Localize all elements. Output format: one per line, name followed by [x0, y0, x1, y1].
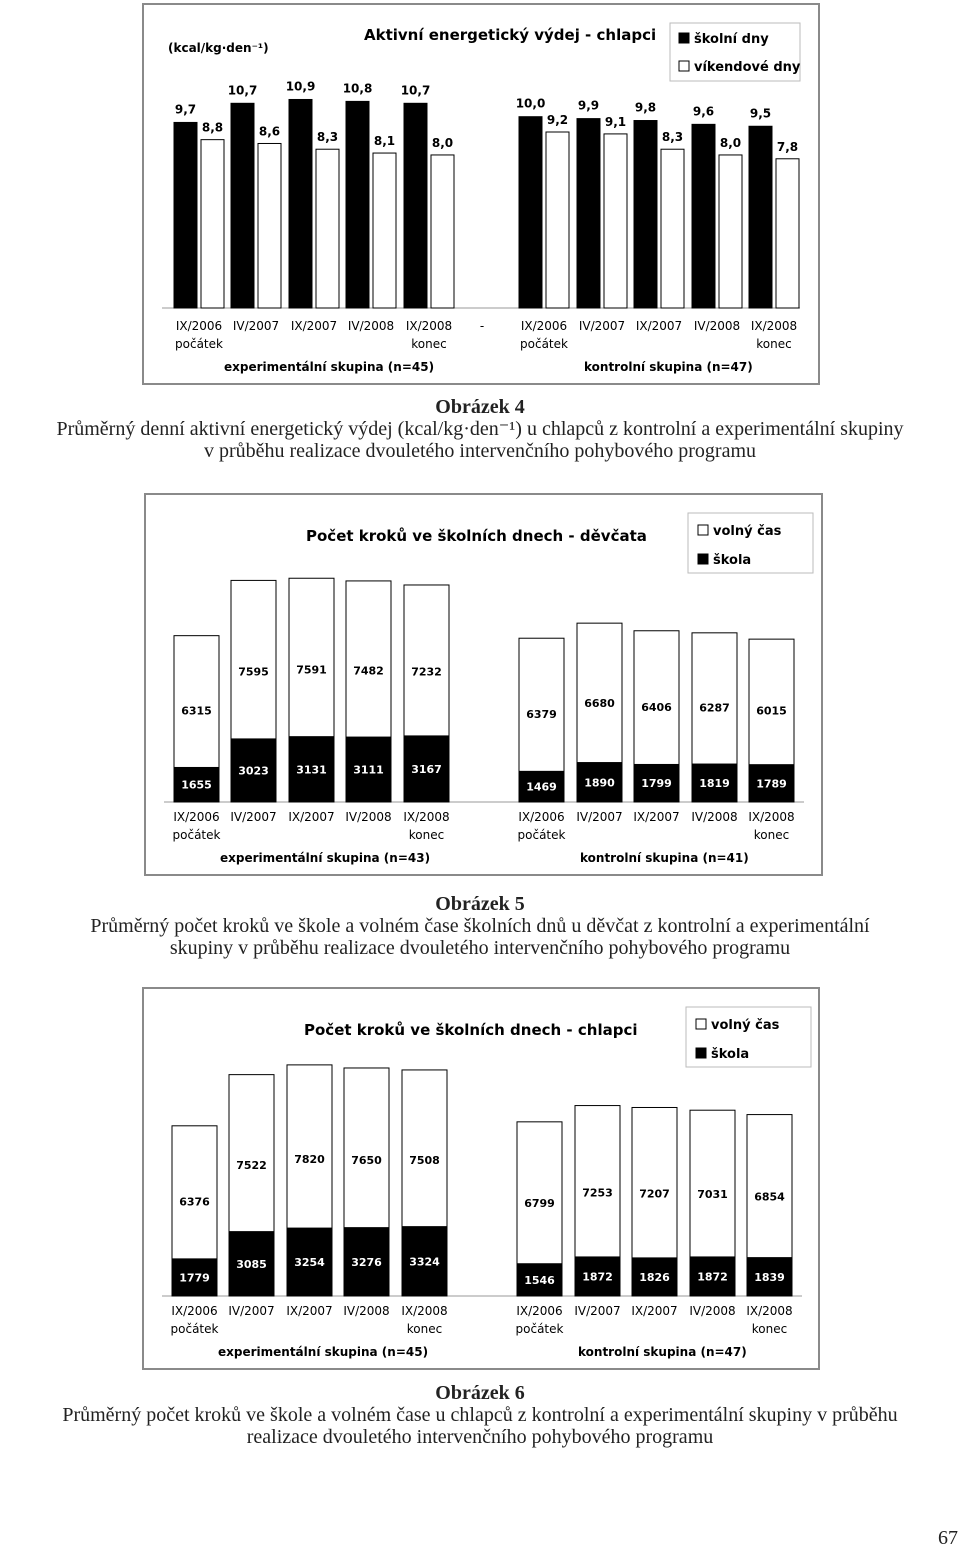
figure-4-caption-title: Obrázek 4	[435, 396, 525, 418]
figure-6-caption-title: Obrázek 6	[435, 1382, 525, 1404]
x-tick-label: IX/2008	[750, 319, 798, 333]
bar-weekend-days	[201, 140, 224, 308]
figure-5-caption-title: Obrázek 5	[435, 893, 525, 915]
legend-swatch-0	[698, 525, 708, 535]
x-tick-label: IV/2007	[230, 810, 277, 824]
steps-girls-chart	[146, 495, 821, 874]
bar-segment-free-time	[747, 1115, 792, 1258]
energy-expenditure-chart	[144, 5, 818, 383]
bar-segment-free-time	[632, 1107, 677, 1257]
data-label-weekend-days: 8,8	[201, 120, 224, 135]
bar-school-days	[577, 119, 600, 308]
x-tick-label: IV/2008	[689, 1304, 736, 1318]
legend-label-0: školní dny	[694, 32, 769, 47]
bar-segment-free-time	[517, 1122, 562, 1264]
data-label-weekend-days: 7,8	[776, 139, 799, 154]
bar-school-days	[174, 122, 197, 308]
bar-segment-free-time	[690, 1110, 735, 1257]
data-label-school: 1872	[697, 1270, 728, 1284]
x-tick-label: IX/2007	[633, 810, 680, 824]
y-axis-label: (kcal/kg·den⁻¹)	[168, 41, 269, 55]
data-label-school: 1469	[526, 780, 557, 794]
x-tick-sublabel: počátek	[170, 1322, 219, 1336]
data-label-school: 1655	[181, 778, 212, 792]
data-label-school-days: 9,5	[749, 106, 772, 121]
bar-segment-free-time	[344, 1068, 389, 1228]
bar-school-days	[289, 99, 312, 308]
legend-swatch-1	[698, 554, 708, 564]
data-label-school-days: 9,8	[634, 100, 657, 115]
bar-school-days	[519, 117, 542, 308]
x-tick-label: IX/2007	[288, 810, 335, 824]
x-tick-label: IX/2007	[290, 319, 338, 333]
data-label-school: 1546	[524, 1273, 555, 1287]
bar-segment-free-time	[289, 578, 334, 736]
x-tick-sublabel: konec	[411, 337, 447, 351]
data-label-free-time: 6376	[179, 1195, 210, 1209]
bar-weekend-days	[373, 153, 396, 308]
bar-school-days	[346, 101, 369, 308]
figure-5-caption-line-2: skupiny v průběhu realizace dvouletého intervenčního pohybového programu	[169, 937, 791, 959]
data-label-free-time: 6854	[754, 1190, 785, 1204]
x-tick-sublabel: konec	[406, 1322, 443, 1336]
x-tick-label: IX/2006	[173, 810, 220, 824]
figure-6-chart	[142, 987, 820, 1370]
bar-weekend-days	[431, 155, 454, 308]
group-separator: -	[479, 319, 485, 333]
data-label-school-days: 10,9	[285, 79, 316, 94]
data-label-weekend-days: 8,3	[661, 130, 684, 145]
group-label-control: kontrolní skupina (n=47)	[584, 360, 753, 374]
data-label-school-days: 9,6	[692, 104, 715, 119]
data-label-free-time: 7591	[296, 663, 327, 677]
bar-school-days	[634, 121, 657, 308]
bar-segment-free-time	[692, 633, 737, 764]
x-tick-label: IV/2007	[232, 319, 280, 333]
data-label-free-time: 6799	[524, 1196, 555, 1210]
bar-segment-free-time	[231, 580, 276, 739]
data-label-school: 1890	[584, 776, 615, 790]
x-tick-label: IV/2008	[693, 319, 741, 333]
x-tick-label: IV/2008	[343, 1304, 390, 1318]
data-label-free-time: 6315	[181, 704, 212, 718]
x-tick-label: IX/2007	[286, 1304, 333, 1318]
data-label-weekend-days: 9,1	[604, 114, 627, 129]
data-label-school: 3085	[236, 1257, 267, 1271]
data-label-free-time: 6287	[699, 701, 730, 715]
x-tick-label: IX/2008	[746, 1304, 793, 1318]
x-tick-label: IX/2006	[175, 319, 223, 333]
bar-segment-free-time	[287, 1065, 332, 1228]
x-tick-label: IV/2008	[691, 810, 738, 824]
bar-segment-free-time	[519, 638, 564, 771]
data-label-free-time: 6680	[584, 696, 615, 710]
x-tick-label: IV/2007	[578, 319, 626, 333]
x-tick-sublabel: konec	[756, 337, 792, 351]
chart-title: Počet kroků ve školních dnech - děvčata	[306, 527, 647, 545]
data-label-weekend-days: 8,6	[258, 124, 281, 139]
data-label-free-time: 7595	[238, 665, 269, 679]
bar-school-days	[749, 126, 772, 308]
x-tick-label: IX/2006	[518, 810, 565, 824]
data-label-school-days: 10,8	[342, 81, 373, 96]
data-label-free-time: 6379	[526, 708, 557, 722]
x-tick-label: IV/2007	[574, 1304, 621, 1318]
group-label-experimental: experimentální skupina (n=43)	[220, 851, 431, 865]
data-label-school: 1789	[756, 777, 787, 791]
bar-school-days	[231, 103, 254, 308]
x-tick-label: IX/2006	[516, 1304, 563, 1318]
data-label-free-time: 6015	[756, 704, 787, 718]
legend-label-0: volný čas	[713, 524, 782, 539]
legend-swatch-0	[679, 33, 689, 43]
bar-weekend-days	[546, 132, 569, 308]
x-tick-sublabel: konec	[408, 828, 445, 842]
x-tick-label: IX/2007	[631, 1304, 678, 1318]
data-label-school: 1799	[641, 777, 672, 791]
data-label-free-time: 7232	[411, 665, 442, 679]
group-label-experimental: experimentální skupina (n=45)	[224, 360, 435, 374]
chart-title: Počet kroků ve školních dnech - chlapci	[304, 1021, 638, 1039]
figure-5-caption-line-1: Průměrný počet kroků ve škole a volném čase školních dnů u děvčat z kontrolní a experimentální	[90, 915, 870, 937]
data-label-school: 1826	[639, 1270, 670, 1284]
figure-5-chart	[144, 493, 823, 876]
legend-swatch-1	[696, 1048, 706, 1058]
x-tick-sublabel: konec	[751, 1322, 788, 1336]
legend-label-0: volný čas	[711, 1018, 780, 1033]
data-label-school: 1839	[754, 1270, 785, 1284]
x-tick-sublabel: počátek	[515, 1322, 564, 1336]
data-label-school: 3324	[409, 1255, 440, 1269]
data-label-free-time: 7253	[582, 1186, 613, 1200]
data-label-free-time: 7482	[353, 664, 384, 678]
bar-segment-free-time	[172, 1126, 217, 1259]
data-label-free-time: 7650	[351, 1153, 382, 1167]
x-tick-label: IX/2007	[635, 319, 683, 333]
x-tick-label: IV/2007	[576, 810, 623, 824]
bar-segment-free-time	[404, 585, 449, 736]
x-tick-sublabel: počátek	[517, 828, 566, 842]
chart-title: Aktivní energetický výdej - chlapci	[364, 26, 657, 44]
data-label-free-time: 7522	[236, 1158, 267, 1172]
x-tick-label: IX/2008	[748, 810, 795, 824]
legend-label-1: škola	[711, 1047, 750, 1062]
data-label-school-days: 9,9	[577, 98, 600, 113]
bar-segment-free-time	[229, 1075, 274, 1232]
data-label-free-time: 7508	[409, 1153, 440, 1167]
data-label-school: 3023	[238, 764, 269, 778]
x-tick-label: IV/2008	[347, 319, 395, 333]
figure-5-caption	[0, 893, 960, 959]
data-label-school: 3254	[294, 1256, 325, 1270]
x-tick-label: IX/2006	[171, 1304, 218, 1318]
x-tick-label: IV/2007	[228, 1304, 275, 1318]
data-label-school-days: 10,7	[400, 83, 431, 98]
data-label-school: 1779	[179, 1271, 210, 1285]
data-label-free-time: 7207	[639, 1187, 670, 1201]
x-tick-label: IX/2006	[520, 319, 568, 333]
bar-school-days	[692, 124, 715, 308]
bar-segment-free-time	[346, 581, 391, 737]
data-label-free-time: 7820	[294, 1152, 325, 1166]
data-label-weekend-days: 8,0	[431, 135, 454, 150]
data-label-school-days: 10,7	[227, 83, 258, 98]
data-label-school: 1872	[582, 1270, 613, 1284]
figure-6-caption-line-2: realizace dvouletého intervenčního pohybového programu	[246, 1426, 714, 1448]
bar-segment-free-time	[634, 631, 679, 765]
x-tick-sublabel: počátek	[175, 337, 223, 351]
x-tick-sublabel: konec	[753, 828, 790, 842]
legend-label-1: víkendové dny	[694, 60, 801, 75]
x-tick-sublabel: počátek	[172, 828, 221, 842]
x-tick-label: IX/2008	[405, 319, 453, 333]
data-label-school: 3131	[296, 763, 327, 777]
legend-label-1: škola	[713, 553, 752, 568]
data-label-weekend-days: 8,0	[719, 135, 742, 150]
bar-weekend-days	[316, 149, 339, 308]
bar-segment-free-time	[577, 623, 622, 762]
group-label-control: kontrolní skupina (n=47)	[578, 1345, 747, 1359]
steps-boys-chart	[144, 989, 818, 1368]
x-tick-label: IX/2008	[403, 810, 450, 824]
data-label-school: 1819	[699, 777, 730, 791]
figure-4-caption-line-2: v průběhu realizace dvouletého intervenčního pohybového programu	[203, 440, 757, 462]
bar-school-days	[404, 103, 427, 308]
bar-weekend-days	[661, 149, 684, 308]
figure-6-caption-line-1: Průměrný počet kroků ve škole a volném čase u chlapců z kontrolní a experimentální skupiny v průběhu	[62, 1404, 898, 1426]
bar-weekend-days	[719, 155, 742, 308]
bar-segment-free-time	[575, 1106, 620, 1257]
data-label-weekend-days: 9,2	[546, 113, 569, 127]
bar-segment-free-time	[402, 1070, 447, 1227]
bar-weekend-days	[258, 143, 281, 308]
data-label-school: 3276	[351, 1255, 382, 1269]
data-label-weekend-days: 8,1	[373, 134, 396, 149]
bar-segment-free-time	[749, 639, 794, 765]
x-tick-sublabel: počátek	[520, 337, 568, 351]
data-label-school-days: 10,0	[515, 96, 546, 111]
legend-swatch-1	[679, 61, 689, 71]
page-number: 67	[938, 1527, 958, 1549]
x-tick-label: IX/2008	[401, 1304, 448, 1318]
data-label-free-time: 6406	[641, 700, 672, 714]
group-label-experimental: experimentální skupina (n=45)	[218, 1345, 429, 1359]
group-label-control: kontrolní skupina (n=41)	[580, 851, 749, 865]
data-label-weekend-days: 8,3	[316, 130, 339, 145]
data-label-school: 3111	[353, 763, 384, 777]
figure-4-chart	[142, 3, 820, 385]
bar-weekend-days	[776, 159, 799, 308]
bar-segment-free-time	[174, 636, 219, 768]
figure-4-caption	[0, 396, 960, 462]
figure-6-caption	[0, 1382, 960, 1448]
x-tick-label: IV/2008	[345, 810, 392, 824]
bar-weekend-days	[604, 134, 627, 308]
figure-4-caption-line-1: Průměrný denní aktivní energetický výdej (kcal/kg·den⁻¹) u chlapců z kontrolní a experimentální skupiny	[56, 418, 904, 440]
legend-swatch-0	[696, 1019, 706, 1029]
data-label-free-time: 7031	[697, 1188, 728, 1202]
data-label-school: 3167	[411, 762, 442, 776]
data-label-school-days: 9,7	[174, 102, 197, 117]
